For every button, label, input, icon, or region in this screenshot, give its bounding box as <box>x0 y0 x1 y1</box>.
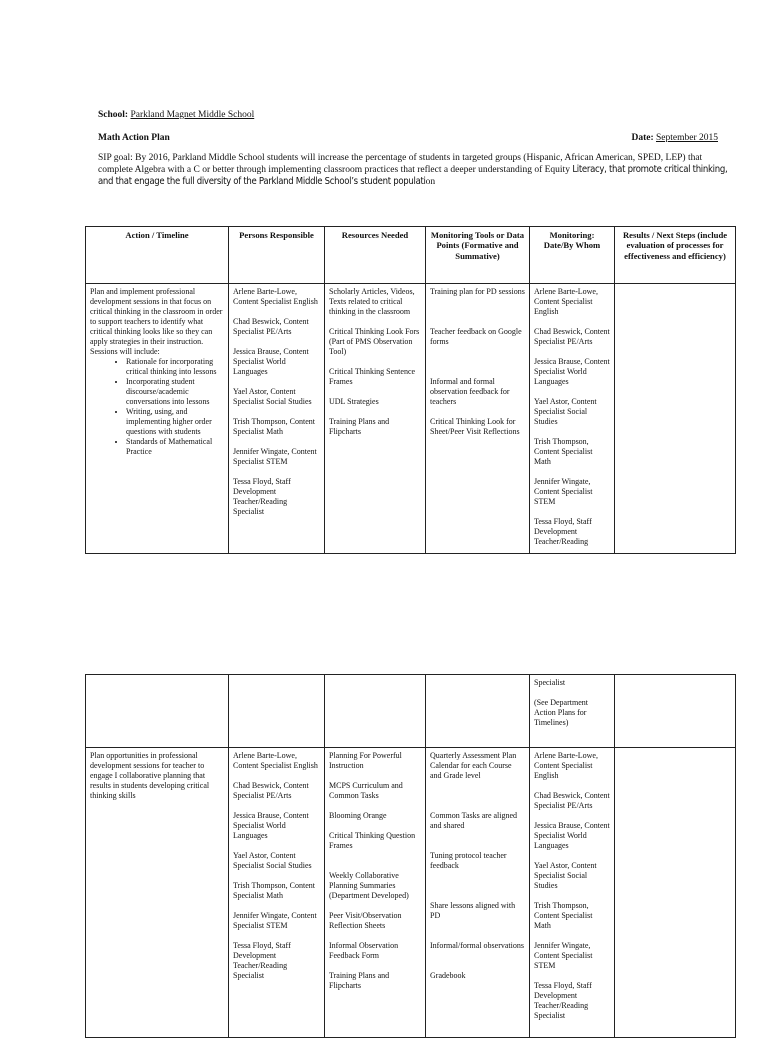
person-entry: Yael Astor, Content Specialist Social Studies <box>233 387 312 406</box>
row1-results <box>615 284 736 554</box>
row1-action <box>86 284 229 554</box>
person-entry: Jessica Brause, Content Specialist World Languages <box>233 811 309 840</box>
monitor-note: (See Department Action Plans for Timelines) <box>534 698 588 727</box>
date-label: Date: <box>631 133 654 143</box>
sip-goal-text-3: on <box>425 177 436 187</box>
row2-action: Plan opportunities in professional development sessions for teacher to engage I collaborative planning that results in students developing critical thinking skills <box>86 748 229 1038</box>
school-name: Parkland Magnet Middle School <box>130 110 255 120</box>
resource-entry: MCPS Curriculum and Common Tasks <box>329 781 403 800</box>
monitor-entry: Arlene Barte-Lowe, Content Specialist English <box>534 287 598 316</box>
header-persons: Persons Responsible <box>229 227 325 284</box>
sip-goal-text-2: Literacy, that promote critical thinking, and that engage the full diversity of the Parkland Middle School’s student populati <box>98 164 728 187</box>
cont-tools <box>426 675 530 748</box>
resource-entry: Training Plans and Flipcharts <box>329 971 390 990</box>
cont-action <box>86 675 229 748</box>
cont-resources <box>325 675 426 748</box>
table-row <box>86 748 736 1038</box>
resource-entry: Blooming Orange <box>329 811 387 820</box>
monitor-entry: Specialist <box>534 678 566 687</box>
monitor-entry: Tessa Floyd, Staff Development Teacher/Reading <box>534 517 592 546</box>
tool-entry: Gradebook <box>430 971 466 980</box>
cont-monitoring <box>530 675 615 748</box>
person-entry: Tessa Floyd, Staff Development Teacher/Reading Specialist <box>233 941 291 980</box>
resource-entry: UDL Strategies <box>329 397 379 406</box>
tool-entry: Critical Thinking Look for Sheet/Peer Visit Reflections <box>430 417 520 436</box>
row1-action-bullets <box>90 357 224 457</box>
row2-persons <box>229 748 325 1038</box>
cont-persons <box>229 675 325 748</box>
resource-entry: Weekly Collaborative Planning Summaries (Department Developed) <box>329 871 409 900</box>
list-item: • Rationale for incorporating critical thinking into lessons <box>126 357 224 377</box>
resource-entry: Critical Thinking Look Fors (Part of PMS Observation Tool) <box>329 327 420 356</box>
date-line <box>631 133 718 144</box>
monitor-entry: Jessica Brause, Content Specialist World Languages <box>534 821 610 850</box>
monitor-entry: Yael Astor, Content Specialist Social Studies <box>534 397 597 426</box>
tool-entry: Teacher feedback on Google forms <box>430 327 522 346</box>
tool-entry: Tuning protocol teacher feedback <box>430 851 507 870</box>
list-item: • Writing, using, and implementing higher order questions with students <box>126 407 224 437</box>
sip-goal-text-1: SIP goal: By 2016, Parkland Middle School students will increase the percentage of students in targeted groups (Hispanic, African American, SPED, LEP) that complete Algebra with a C or better through implementing classroom practices that reflect a deeper understanding of Equity <box>98 153 703 175</box>
row1-monitoring <box>530 284 615 554</box>
monitor-entry: Jennifer Wingate, Content Specialist STEM <box>534 477 593 506</box>
person-entry: Arlene Barte-Lowe, Content Specialist English <box>233 287 318 306</box>
date-value: September 2015 <box>655 133 718 143</box>
resource-entry: Training Plans and Flipcharts <box>329 417 390 436</box>
person-entry: Trish Thompson, Content Specialist Math <box>233 417 316 436</box>
action-plan-table <box>85 226 736 554</box>
tool-entry: Quarterly Assessment Plan Calendar for each Course and Grade level <box>430 751 517 780</box>
monitor-entry: Chad Beswick, Content Specialist PE/Arts <box>534 791 610 810</box>
row2-resources <box>325 748 426 1038</box>
row1-action-intro: Plan and implement professional development sessions in that focus on critical thinking in the classroom in order to support teachers to identify what critical thinking looks like so they can apply strategies in their instruction. Sessions will include: <box>90 287 223 356</box>
table-row <box>86 284 736 554</box>
resource-entry: Critical Thinking Sentence Frames <box>329 367 416 386</box>
plan-title: Math Action Plan <box>98 133 170 143</box>
row2-monitoring <box>530 748 615 1038</box>
resource-entry: Critical Thinking Question Frames <box>329 831 416 850</box>
tool-entry: Informal and formal observation feedback for teachers <box>430 377 510 406</box>
action-plan-table-continued <box>85 674 736 1038</box>
tool-entry: Informal/formal observations <box>430 941 524 950</box>
person-entry: Tessa Floyd, Staff Development Teacher/Reading Specialist <box>233 477 291 516</box>
table-header-row <box>86 227 736 284</box>
school-label: School: <box>98 110 129 120</box>
person-entry: Chad Beswick, Content Specialist PE/Arts <box>233 781 309 800</box>
monitor-entry: Chad Beswick, Content Specialist PE/Arts <box>534 327 610 346</box>
cont-results <box>615 675 736 748</box>
person-entry: Jennifer Wingate, Content Specialist STEM <box>233 911 317 930</box>
row1-tools <box>426 284 530 554</box>
person-entry: Yael Astor, Content Specialist Social Studies <box>233 851 312 870</box>
person-entry: Jessica Brause, Content Specialist World Languages <box>233 347 309 376</box>
person-entry: Trish Thompson, Content Specialist Math <box>233 881 316 900</box>
header-tools: Monitoring Tools or Data Points (Formative and Summative) <box>426 227 530 284</box>
person-entry: Jennifer Wingate, Content Specialist STEM <box>233 447 317 466</box>
resource-entry: Planning For Powerful Instruction <box>329 751 402 770</box>
monitor-entry: Trish Thompson, Content Specialist Math <box>534 437 593 466</box>
monitor-entry: Yael Astor, Content Specialist Social Studies <box>534 861 597 890</box>
school-line <box>98 110 254 121</box>
table-row <box>86 675 736 748</box>
resource-entry: Peer Visit/Observation Reflection Sheets <box>329 911 402 930</box>
monitor-entry: Jessica Brause, Content Specialist World Languages <box>534 357 610 386</box>
monitor-entry: Arlene Barte-Lowe, Content Specialist English <box>534 751 598 780</box>
list-item: • Standards of Mathematical Practice <box>126 437 224 457</box>
person-entry: Arlene Barte-Lowe, Content Specialist English <box>233 751 318 770</box>
header-action: Action / Timeline <box>86 227 229 284</box>
list-item: • Incorporating student discourse/academic conversations into lessons <box>126 377 224 407</box>
monitor-entry: Trish Thompson, Content Specialist Math <box>534 901 593 930</box>
tool-entry: Common Tasks are aligned and shared <box>430 811 518 830</box>
row1-persons <box>229 284 325 554</box>
monitor-entry: Jennifer Wingate, Content Specialist STEM <box>534 941 593 970</box>
row2-tools <box>426 748 530 1038</box>
resource-entry: Informal Observation Feedback Form <box>329 941 399 960</box>
header-results: Results / Next Steps (include evaluation of processes for effectiveness and efficiency) <box>615 227 736 284</box>
sip-goal <box>98 153 728 188</box>
header-monitoring: Monitoring: Date/By Whom <box>530 227 615 284</box>
header-resources: Resources Needed <box>325 227 426 284</box>
resource-entry: Scholarly Articles, Videos, Texts related to critical thinking in the classroom <box>329 287 415 316</box>
tool-entry: Training plan for PD sessions <box>430 287 525 296</box>
person-entry: Chad Beswick, Content Specialist PE/Arts <box>233 317 309 336</box>
monitor-entry: Tessa Floyd, Staff Development Teacher/Reading Specialist <box>534 981 592 1020</box>
tool-entry: Share lessons aligned with PD <box>430 901 516 920</box>
row1-resources <box>325 284 426 554</box>
row2-results <box>615 748 736 1038</box>
